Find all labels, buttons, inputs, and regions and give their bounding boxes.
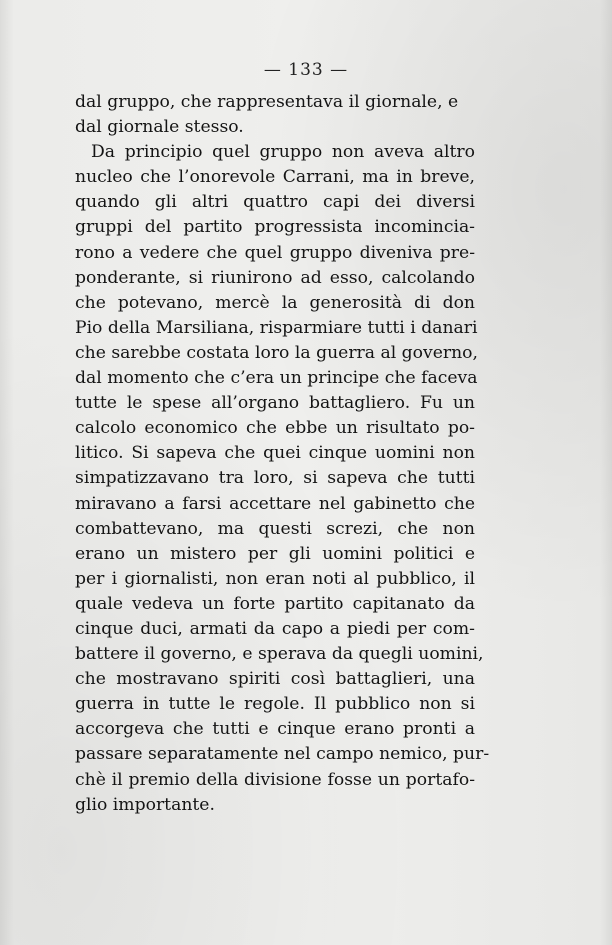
text-line: quale vedeva un forte partito capitanato da (75, 593, 475, 614)
text-line: quando gli altri quattro capi dei diversi (75, 192, 475, 213)
text-line: gruppi del partito progressista incomincia- (75, 217, 475, 238)
text-line: dal giornale stesso. (75, 117, 244, 138)
text-line: che mostravano spiriti così battaglieri, una (75, 669, 475, 690)
text-line: Pio della Marsiliana, risparmiare tutti i danari (75, 317, 478, 338)
text-line: accorgeva che tutti e cinque erano pronti a (75, 719, 475, 740)
text-line: combattevano, ma questi screzi, che non (75, 518, 475, 539)
text-line: cinque duci, armati da capo a piedi per com- (75, 618, 475, 639)
text-line: nucleo che l’onorevole Carrani, ma in breve, (75, 167, 475, 188)
text-line: passare separatamente nel campo nemico, pur- (75, 744, 490, 765)
text-line: guerra in tutte le regole. Il pubblico non si (75, 694, 475, 715)
text-line: dal momento che c’era un principe che faceva (75, 368, 478, 389)
text-line: che sarebbe costata loro la guerra al governo, (75, 342, 478, 363)
text-line: chè il premio della divisione fosse un portafo- (75, 769, 475, 790)
text-line: glio importante. (75, 794, 215, 815)
text-line: miravano a farsi accettare nel gabinetto che (75, 493, 475, 514)
text-line: litico. Si sapeva che quei cinque uomini non (75, 443, 475, 464)
page-number: — 133 — (263, 60, 349, 80)
text-line: battere il governo, e sperava da quegli uomini, (75, 644, 484, 665)
text-line: simpatizzavano tra loro, si sapeva che tutti (75, 468, 475, 489)
text-line: tutte le spese all’organo battagliero. Fu un (75, 393, 475, 414)
text-line: ponderante, si riunirono ad esso, calcolando (75, 267, 475, 288)
body-text (75, 90, 490, 818)
text-line: erano un mistero per gli uomini politici e (75, 543, 475, 564)
text-line: Da principio quel gruppo non aveva altro (91, 142, 475, 163)
text-line: calcolo economico che ebbe un risultato po- (75, 418, 475, 439)
text-line: rono a vedere che quel gruppo diveniva pre- (75, 242, 475, 263)
text-line: per i giornalisti, non eran noti al pubblico, il (75, 568, 475, 589)
text-line: che potevano, mercè la generosità di don (75, 292, 475, 313)
text-line: dal gruppo, che rappresentava il giornale, e (75, 92, 459, 112)
